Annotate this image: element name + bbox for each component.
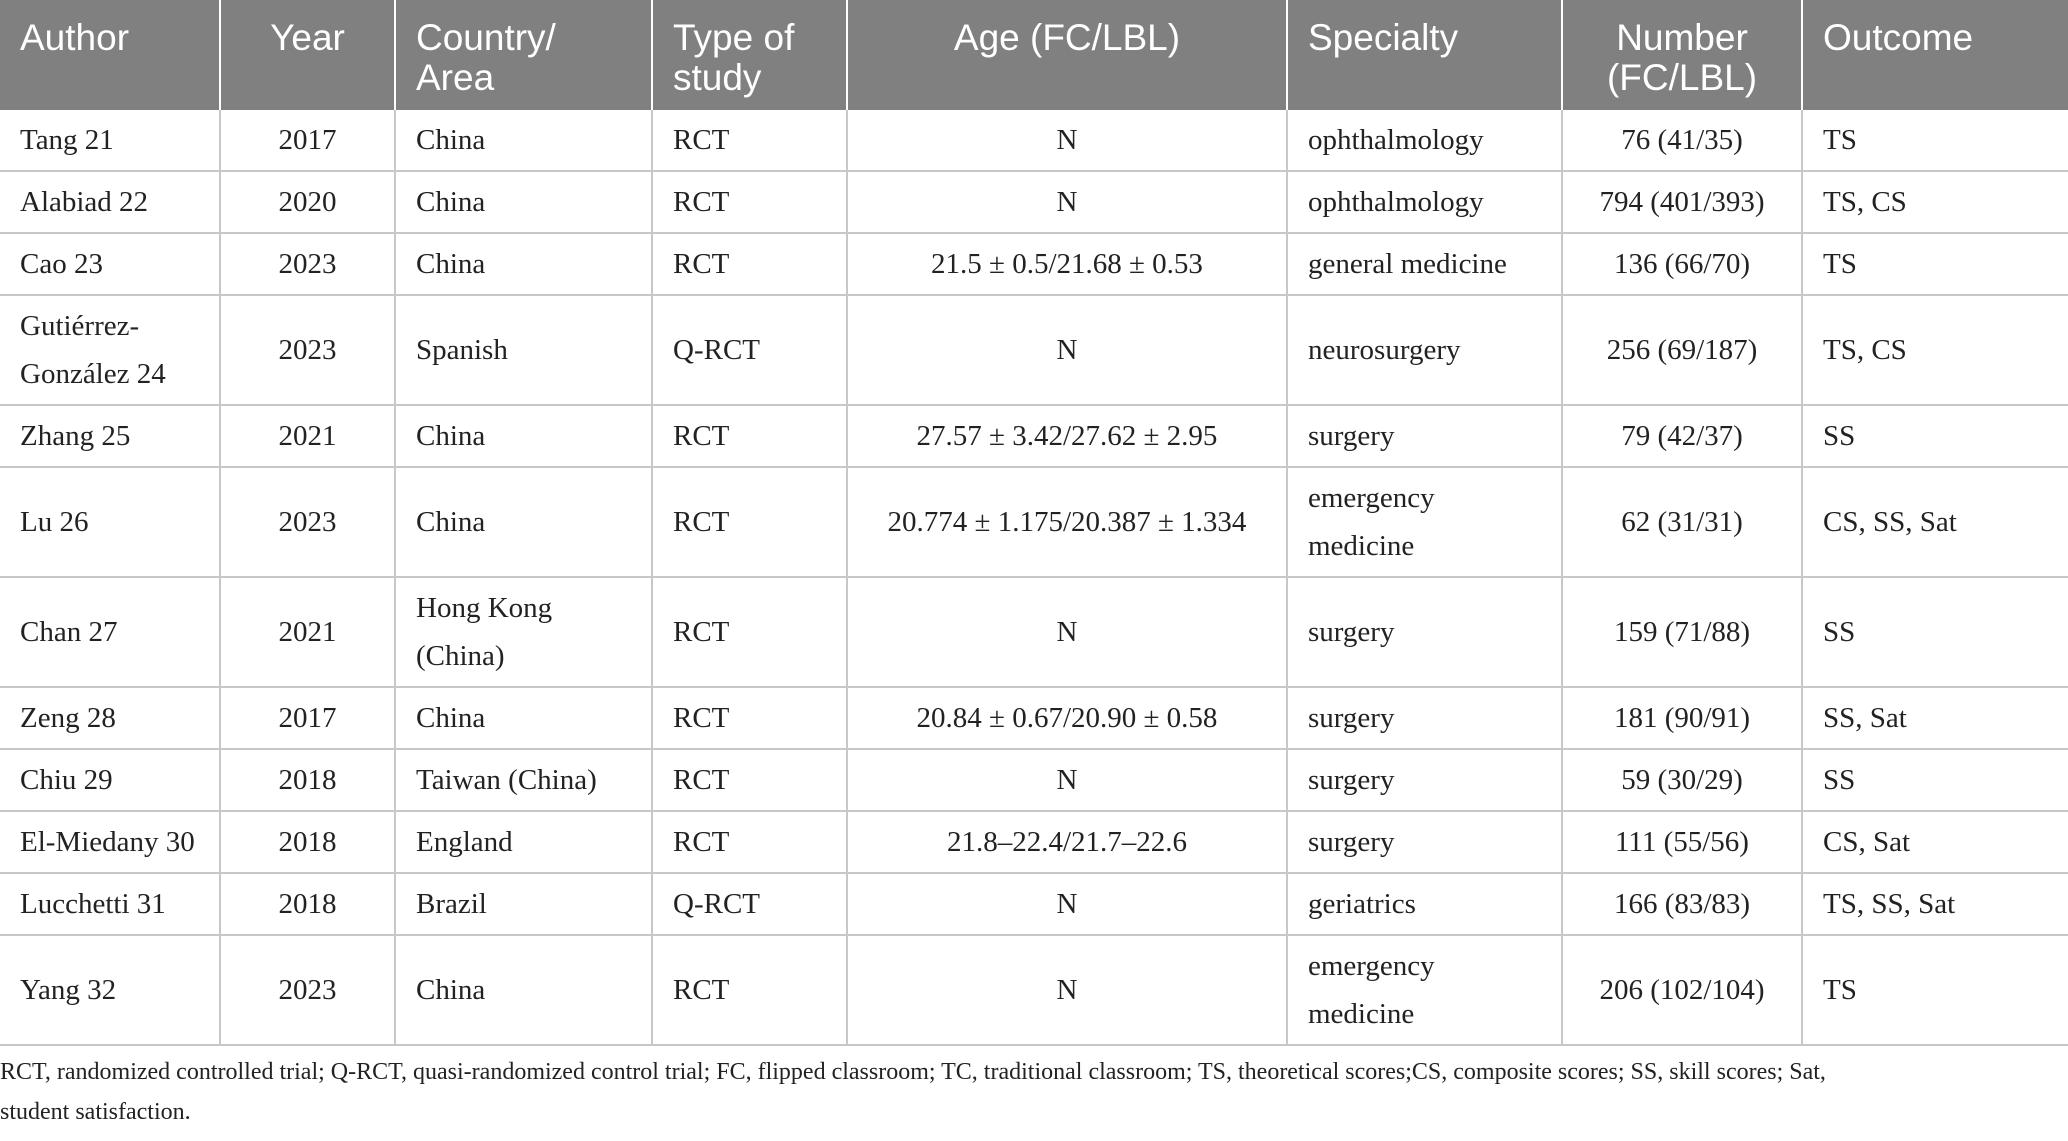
cell-number: 794 (401/393) [1562,171,1802,233]
cell-line: geriatrics [1308,888,1416,920]
cell-number: 206 (102/104) [1562,935,1802,1045]
table-body [0,110,2068,1045]
cell-author [0,295,220,405]
cell-line: surgery [1308,702,1395,734]
cell-line: China [416,248,486,280]
cell-line: China [416,124,486,156]
cell-author [0,577,220,687]
cell-number: 111 (55/56) [1562,811,1802,873]
cell-outcome: SS [1802,577,2068,687]
cell-number: 136 (66/70) [1562,233,1802,295]
cell-line: Tang 21 [20,124,114,156]
cell-year: 2020 [220,171,395,233]
cell-number: 159 (71/88) [1562,577,1802,687]
cell-line: El-Miedany 30 [20,826,195,858]
cell-line: (China) [416,640,505,672]
cell-line: Zhang 25 [20,420,131,452]
cell-country [395,749,652,811]
cell-age: N [847,295,1287,405]
cell-country [395,935,652,1045]
cell-line: ophthalmology [1308,124,1484,156]
cell-country [395,873,652,935]
cell-line: England [416,826,513,858]
cell-outcome: SS [1802,405,2068,467]
cell-number: 256 (69/187) [1562,295,1802,405]
cell-age: 21.8–22.4/21.7–22.6 [847,811,1287,873]
header-label: Number [1616,17,1748,58]
cell-line: surgery [1308,764,1395,796]
cell-line: surgery [1308,616,1395,648]
header-country-area [395,0,652,110]
cell-type: RCT [652,811,847,873]
cell-outcome: SS, Sat [1802,687,2068,749]
cell-specialty [1287,749,1562,811]
cell-line: emergency [1308,482,1435,514]
cell-specialty [1287,873,1562,935]
cell-specialty [1287,687,1562,749]
cell-line: China [416,702,486,734]
header-row [0,0,2068,110]
cell-specialty [1287,233,1562,295]
cell-specialty [1287,811,1562,873]
table-row [0,749,2068,811]
cell-specialty [1287,577,1562,687]
header-label: Type of [673,17,795,58]
cell-line: China [416,420,486,452]
cell-type: RCT [652,467,847,577]
header-number [1562,0,1802,110]
cell-number: 79 (42/37) [1562,405,1802,467]
cell-specialty [1287,935,1562,1045]
table-header [0,0,2068,110]
cell-line: Hong Kong [416,592,553,624]
cell-number: 76 (41/35) [1562,110,1802,171]
cell-year: 2017 [220,110,395,171]
header-label: Area [416,57,495,98]
header-specialty [1287,0,1562,110]
cell-year: 2021 [220,405,395,467]
cell-year: 2023 [220,935,395,1045]
cell-author [0,935,220,1045]
cell-specialty [1287,110,1562,171]
cell-outcome: CS, SS, Sat [1802,467,2068,577]
cell-country [395,295,652,405]
table-row [0,295,2068,405]
table-row [0,233,2068,295]
footnote-line: RCT, randomized controlled trial; Q-RCT, quasi-randomized control trial; FC, flipped classroom; TC, traditional classroom; TS, theoretical scores;CS, composite scores; SS, skill scores; Sat, [0,1059,1826,1085]
cell-age: 20.774 ± 1.175/20.387 ± 1.334 [847,467,1287,577]
cell-outcome: TS [1802,935,2068,1045]
cell-specialty [1287,171,1562,233]
table-row [0,873,2068,935]
cell-country [395,171,652,233]
cell-line: China [416,974,486,1006]
cell-author [0,405,220,467]
cell-type: RCT [652,749,847,811]
cell-number: 166 (83/83) [1562,873,1802,935]
cell-line: Cao 23 [20,248,103,280]
cell-country [395,811,652,873]
cell-type: RCT [652,233,847,295]
cell-specialty [1287,405,1562,467]
header-label: Country/ [416,17,556,58]
cell-outcome: TS, CS [1802,295,2068,405]
cell-type: RCT [652,577,847,687]
cell-age: N [847,749,1287,811]
cell-line: Alabiad 22 [20,186,149,218]
cell-age: N [847,577,1287,687]
cell-type: RCT [652,171,847,233]
cell-country [395,577,652,687]
cell-age: N [847,171,1287,233]
cell-outcome: SS [1802,749,2068,811]
cell-author [0,467,220,577]
header-author [0,0,220,110]
cell-age: N [847,110,1287,171]
table-row [0,687,2068,749]
table-row [0,935,2068,1045]
cell-line: medicine [1308,998,1415,1030]
cell-type: Q-RCT [652,295,847,405]
cell-author [0,749,220,811]
cell-outcome: CS, Sat [1802,811,2068,873]
header-label: Specialty [1308,17,1459,58]
cell-line: general medicine [1308,248,1507,280]
cell-year: 2023 [220,295,395,405]
cell-year: 2021 [220,577,395,687]
cell-outcome: TS, CS [1802,171,2068,233]
cell-age: N [847,935,1287,1045]
cell-author [0,171,220,233]
table-footnote [0,1052,2050,1132]
header-year [220,0,395,110]
cell-line: Chan 27 [20,616,118,648]
cell-author [0,110,220,171]
cell-country [395,405,652,467]
cell-country [395,233,652,295]
cell-type: RCT [652,687,847,749]
header-label: Outcome [1823,17,1974,58]
header-outcome [1802,0,2068,110]
header-age [847,0,1287,110]
table-row [0,110,2068,171]
cell-line: emergency [1308,950,1435,982]
header-label: (FC/LBL) [1606,57,1758,98]
cell-year: 2018 [220,749,395,811]
cell-outcome: TS, SS, Sat [1802,873,2068,935]
header-label: Year [270,17,345,58]
cell-line: Yang 32 [20,974,117,1006]
cell-type: RCT [652,935,847,1045]
cell-country [395,687,652,749]
cell-age: N [847,873,1287,935]
cell-line: surgery [1308,420,1395,452]
cell-line: China [416,506,486,538]
cell-specialty [1287,467,1562,577]
cell-line: Chiu 29 [20,764,113,796]
cell-line: Brazil [416,888,487,920]
cell-line: Zeng 28 [20,702,116,734]
cell-age: 27.57 ± 3.42/27.62 ± 2.95 [847,405,1287,467]
table-row [0,405,2068,467]
cell-line: Lu 26 [20,506,89,538]
cell-line: González 24 [20,358,166,390]
table-row [0,577,2068,687]
cell-line: China [416,186,486,218]
cell-line: Gutiérrez- [20,310,140,342]
cell-number: 59 (30/29) [1562,749,1802,811]
cell-outcome: TS [1802,233,2068,295]
cell-specialty [1287,295,1562,405]
cell-year: 2018 [220,873,395,935]
cell-line: Spanish [416,334,508,366]
cell-author [0,233,220,295]
table-row [0,811,2068,873]
cell-year: 2023 [220,467,395,577]
header-type-of-study [652,0,847,110]
cell-type: RCT [652,110,847,171]
cell-year: 2017 [220,687,395,749]
cell-line: neurosurgery [1308,334,1461,366]
cell-age: 21.5 ± 0.5/21.68 ± 0.53 [847,233,1287,295]
cell-number: 62 (31/31) [1562,467,1802,577]
table-row [0,467,2068,577]
header-label: Age (FC/LBL) [953,17,1181,58]
cell-line: Lucchetti 31 [20,888,166,920]
footnote-line: student satisfaction. [0,1099,191,1125]
cell-author [0,873,220,935]
header-label: Author [20,17,130,58]
cell-type: RCT [652,405,847,467]
cell-line: surgery [1308,826,1395,858]
cell-age: 20.84 ± 0.67/20.90 ± 0.58 [847,687,1287,749]
table-row [0,171,2068,233]
cell-line: ophthalmology [1308,186,1484,218]
cell-line: medicine [1308,530,1415,562]
cell-type: Q-RCT [652,873,847,935]
cell-author [0,687,220,749]
cell-number: 181 (90/91) [1562,687,1802,749]
header-label: study [673,57,762,98]
cell-year: 2023 [220,233,395,295]
cell-country [395,467,652,577]
cell-line: Taiwan (China) [416,764,597,796]
cell-year: 2018 [220,811,395,873]
cell-outcome: TS [1802,110,2068,171]
cell-country [395,110,652,171]
cell-author [0,811,220,873]
